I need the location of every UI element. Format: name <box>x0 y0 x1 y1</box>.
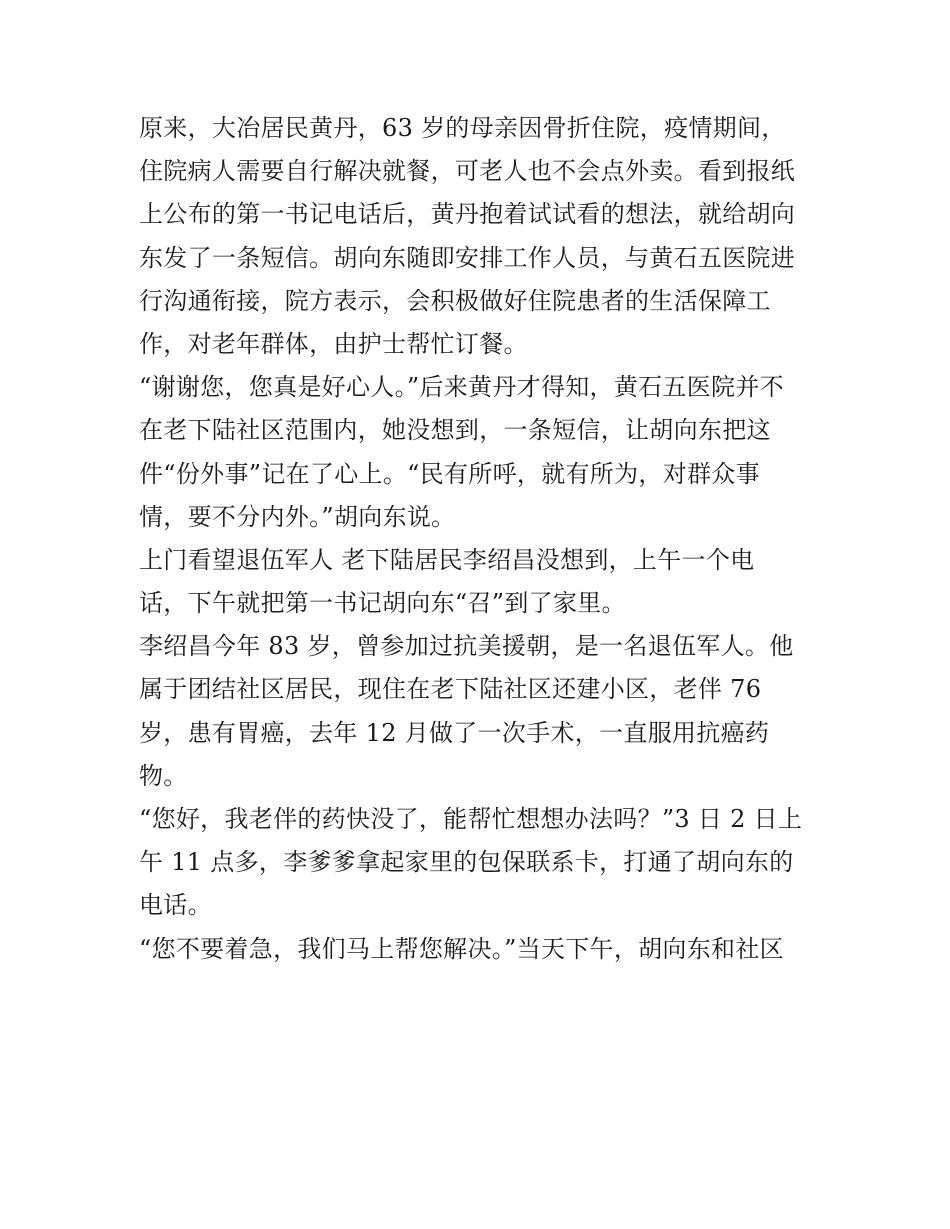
text-line: 上门看望退伍军人 老下陆居民李绍昌没想到，上午一个电 <box>139 545 755 574</box>
text-line: 在老下陆社区范围内，她没想到，一条短信，让胡向东把这 <box>139 416 771 445</box>
text-line: 话，下午就把第一书记胡向东“召”到了家里。 <box>139 589 626 618</box>
text-line: 原来，大冶居民黄丹，63 岁的母亲因骨折住院，疫情期间， <box>139 114 786 142</box>
text-line: 电话。 <box>139 891 212 920</box>
text-line: 住院病人需要自行解决就餐，可老人也不会点外卖。看到报纸 <box>139 157 796 186</box>
text-line: “您好，我老伴的药快没了，能帮忙想想办法吗？”3 日 2 日上 <box>139 805 803 833</box>
text-line: 上公布的第一书记电话后，黄丹抱着试试看的想法，就给胡向 <box>139 200 796 229</box>
text-line: 东发了一条短信。胡向东随即安排工作人员，与黄石五医院进 <box>139 243 796 272</box>
article-body <box>139 107 819 971</box>
text-line: 件“份外事”记在了心上。“民有所呼，就有所为，对群众事 <box>139 459 760 488</box>
text-line: “您不要着急，我们马上帮您解决。”当天下午，胡向东和社区 <box>139 934 784 963</box>
text-line: 李绍昌今年 83 岁，曾参加过抗美援朝，是一名退伍军人。他 <box>139 632 794 661</box>
text-line: 岁，患有胃癌，去年 12 月做了一次手术，一直服用抗癌药 <box>139 718 770 747</box>
text-line: 作，对老年群体，由护士帮忙订餐。 <box>139 329 528 358</box>
text-line: 情，要不分内外。”胡向东说。 <box>139 502 456 531</box>
text-line: 属于团结社区居民，现住在老下陆社区还建小区，老伴 76 <box>139 675 762 704</box>
text-line: 行沟通衔接，院方表示，会积极做好住院患者的生活保障工 <box>139 286 771 315</box>
text-line: “谢谢您，您真是好心人。”后来黄丹才得知，黄石五医院并不 <box>139 373 784 402</box>
text-line: 物。 <box>139 761 188 790</box>
text-line: 午 11 点多，李爹爹拿起家里的包保联系卡，打通了胡向东的 <box>139 848 794 877</box>
